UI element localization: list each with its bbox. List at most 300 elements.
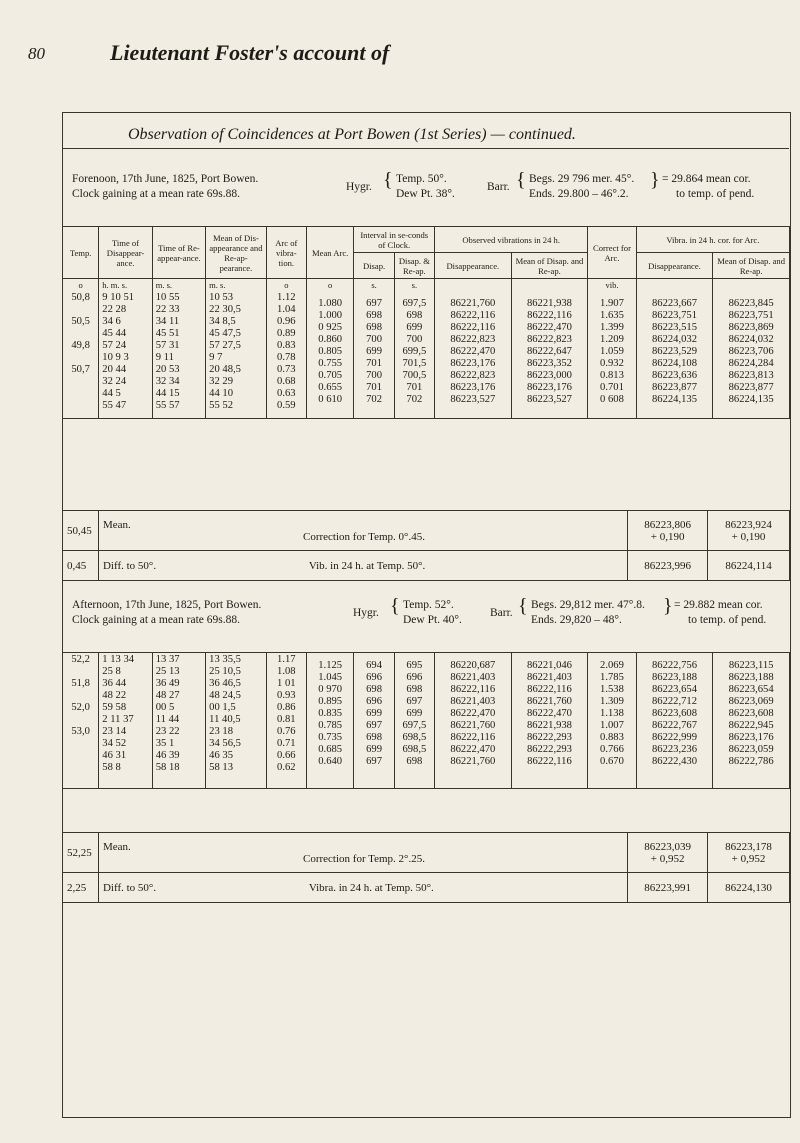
list-item: 13 37 <box>155 654 180 665</box>
list-item: 32 29 <box>209 376 234 387</box>
list-item: 48 27 <box>155 690 180 701</box>
list-item: 86224,284 <box>728 358 774 369</box>
vc-mean-cell <box>713 279 790 419</box>
unit-label: o <box>284 280 289 290</box>
list-item: 10 55 <box>155 292 180 303</box>
list-item: 23 18 <box>209 726 234 737</box>
vib-label: Vib. in 24 h. at Temp. 50°. <box>308 559 426 572</box>
list-item: 34 56,5 <box>209 738 241 749</box>
correction-label: Correction for Temp. 2°.25. <box>302 852 425 865</box>
list-item: 50,5 <box>71 316 90 327</box>
title-divider <box>62 148 789 149</box>
list-item: 86222,823 <box>450 370 496 381</box>
list-item: 86223,069 <box>728 696 774 707</box>
list-item: 86223,636 <box>651 370 697 381</box>
list-item: 35 1 <box>155 738 175 749</box>
list-item: 86223,654 <box>651 684 697 695</box>
list-item: 86221,760 <box>450 756 496 767</box>
list-item: 86222,116 <box>450 310 496 321</box>
list-item: 34 8,5 <box>209 316 236 327</box>
list-item: 86223,667 <box>651 298 697 309</box>
mean-label: Mean. <box>102 518 131 531</box>
list-item: 0.670 <box>600 756 624 767</box>
afternoon-summary <box>62 832 790 903</box>
list-item: 701 <box>366 358 382 369</box>
list-item: 20 44 <box>102 364 127 375</box>
list-item: 86223,706 <box>728 346 774 357</box>
list-item: 698,5 <box>402 744 427 755</box>
list-item: 86221,760 <box>526 696 572 707</box>
list-item: 699 <box>366 346 382 357</box>
mean-dr-cell <box>206 653 266 789</box>
list-item: 697 <box>406 696 423 707</box>
value: 86223,178 <box>725 840 772 853</box>
list-item: 86222,712 <box>651 696 697 707</box>
int-disap-cell <box>354 653 394 789</box>
mean-disap <box>628 511 708 551</box>
list-item: 86222,116 <box>527 756 572 767</box>
list-item: 86222,647 <box>526 346 572 357</box>
unit-label: m. s. <box>209 280 226 290</box>
diff-val: 0,45 <box>63 551 99 581</box>
list-item: 0 610 <box>318 394 343 405</box>
afternoon-hygr: Hygr. <box>353 607 379 619</box>
forenoon-mean-cor: = 29.864 mean cor. <box>662 173 751 185</box>
list-item: 1.209 <box>600 334 624 345</box>
col-observed: Observed vibrations in 24 h. <box>435 227 588 253</box>
list-item: 23 22 <box>155 726 180 737</box>
list-item: 2 11 37 <box>102 714 134 725</box>
list-item: 1.045 <box>318 672 343 683</box>
summary-labels <box>98 511 627 551</box>
page-number: 80 <box>28 44 45 63</box>
mean-mean <box>708 833 790 873</box>
afternoon-to-temp: to temp. of pend. <box>688 614 767 626</box>
list-item <box>66 665 95 677</box>
col-vibra-cor: Vibra. in 24 h. cor. for Arc. <box>636 227 789 253</box>
unit-label: vib. <box>605 280 619 290</box>
value: + 0,952 <box>650 852 685 865</box>
list-item: 0.932 <box>600 358 624 369</box>
list-item: 86222,293 <box>526 732 572 743</box>
list-item: 0.76 <box>277 726 296 737</box>
list-item <box>66 351 95 363</box>
list-item: 1.04 <box>277 304 296 315</box>
list-item: 86223,188 <box>728 672 774 683</box>
list-item: 0.735 <box>318 732 343 743</box>
list-item: 86223,877 <box>651 382 697 393</box>
list-item: 50,7 <box>71 364 90 375</box>
list-item: 58 18 <box>155 762 180 773</box>
afternoon-bar <box>531 598 645 628</box>
list-item: 86222,430 <box>651 756 697 767</box>
list-item: 699 <box>406 708 423 719</box>
list-item: 86222,470 <box>450 708 496 719</box>
vib-mean: 86224,130 <box>708 873 790 903</box>
list-item: 86224,108 <box>651 358 697 369</box>
forenoon-temps <box>396 172 455 202</box>
vib-disap: 86223,996 <box>628 551 708 581</box>
col-vc-disap: Disappearance. <box>636 253 713 279</box>
list-item: 86223,654 <box>728 684 774 695</box>
arc-cell <box>266 653 306 789</box>
afternoon-line2: Clock gaining at a mean rate 69s.88. <box>72 614 240 626</box>
list-item: 86222,116 <box>450 322 496 333</box>
list-item: 20 53 <box>155 364 180 375</box>
list-item: 86222,767 <box>651 720 697 731</box>
forenoon-hygr: Hygr. <box>346 181 372 193</box>
list-item: 45 44 <box>102 328 127 339</box>
list-item: 1.635 <box>600 310 624 321</box>
list-item: 0.62 <box>277 762 296 773</box>
list-item: 0.63 <box>277 388 296 399</box>
list-item: 697,5 <box>402 720 427 731</box>
list-item: 86224,032 <box>651 334 697 345</box>
disappear-cell <box>99 279 152 419</box>
list-item: 0.883 <box>600 732 624 743</box>
list-item: 86221,938 <box>526 720 572 731</box>
list-item: 52,0 <box>71 702 90 713</box>
mean-temp: 50,45 <box>63 511 99 551</box>
forenoon-to-temp: to temp. of pend. <box>676 188 755 200</box>
list-item: 32 24 <box>102 376 127 387</box>
list-item: 86222,823 <box>526 334 572 345</box>
list-item: 55 57 <box>155 400 180 411</box>
list-item: 86223,877 <box>728 382 774 393</box>
mean-arc-cell <box>306 653 353 789</box>
list-item: 694 <box>366 660 382 671</box>
forenoon-dew: Dew Pt. 38°. <box>396 188 455 200</box>
list-item: 44 5 <box>102 388 121 399</box>
list-item: 23 14 <box>102 726 127 737</box>
list-item: 0.78 <box>277 352 296 363</box>
afternoon-temp: Temp. 52°. <box>403 599 454 611</box>
list-item: 86223,236 <box>651 744 697 755</box>
list-item: 0.59 <box>277 400 296 411</box>
list-item: 36 46,5 <box>209 678 241 689</box>
vib-mean: 86224,114 <box>708 551 790 581</box>
list-item: 86224,032 <box>728 334 774 345</box>
list-item: 86223,608 <box>651 708 697 719</box>
list-item: 0.755 <box>318 358 343 369</box>
list-item: 86223,115 <box>728 660 774 671</box>
afternoon-ends: Ends. 29,820 – 48°. <box>531 614 622 626</box>
col-temp: Temp. <box>63 227 99 279</box>
list-item: 34 6 <box>102 316 121 327</box>
list-item: 36 49 <box>155 678 180 689</box>
mean-arc-cell <box>306 279 353 419</box>
unit-label <box>438 279 508 291</box>
forenoon-barr: Barr. <box>487 181 510 193</box>
list-item: 0.766 <box>600 744 624 755</box>
list-item: 57 24 <box>102 340 127 351</box>
col-mean-dis-re: Mean of Dis-appearance and Re-ap-pearance. <box>206 227 266 279</box>
summary-labels <box>98 833 627 873</box>
list-item: 0.895 <box>318 696 343 707</box>
list-item: 86222,116 <box>450 684 496 695</box>
list-item: 9 7 <box>209 352 223 363</box>
vc-disap-cell <box>636 279 713 419</box>
list-item: 22 33 <box>155 304 180 315</box>
list-item: 86222,116 <box>527 310 572 321</box>
list-item: 697 <box>366 720 382 731</box>
list-item: 2.069 <box>600 660 624 671</box>
list-item: 86222,823 <box>450 334 496 345</box>
col-obs-mean: Mean of Disap. and Re-ap. <box>511 253 588 279</box>
list-item: 697 <box>366 298 382 309</box>
list-item: 86223,176 <box>526 382 572 393</box>
correct-cell <box>588 279 636 419</box>
list-item: 32 34 <box>155 376 180 387</box>
list-item: 86222,756 <box>651 660 697 671</box>
value: + 0,952 <box>731 852 766 865</box>
forenoon-table <box>62 226 790 419</box>
list-item: 36 44 <box>102 678 127 689</box>
col-int-disap-re: Disap. & Re-ap. <box>394 253 434 279</box>
list-item: 86223,527 <box>526 394 572 405</box>
afternoon-barr: Barr. <box>490 607 513 619</box>
list-item: 86222,470 <box>450 744 496 755</box>
col-time-reappear: Time of Re-appear-ance. <box>152 227 205 279</box>
value: + 0,190 <box>731 530 766 543</box>
list-item: 0 608 <box>600 394 624 405</box>
list-item: 698 <box>366 732 382 743</box>
list-item <box>66 689 95 701</box>
correct-cell <box>588 653 636 789</box>
list-item: 86223,608 <box>728 708 774 719</box>
list-item: 10 53 <box>209 292 234 303</box>
list-item <box>66 713 95 725</box>
forenoon-begs: Begs. 29 796 mer. 45°. <box>529 173 635 185</box>
list-item: 48 22 <box>102 690 127 701</box>
list-item: 9 10 51 <box>102 292 135 303</box>
forenoon-bar <box>529 172 634 202</box>
list-item: 86222,116 <box>527 684 572 695</box>
list-item: 86222,470 <box>526 708 572 719</box>
brace-left-icon: { <box>383 169 393 191</box>
list-item: 699 <box>366 744 382 755</box>
list-item: 58 13 <box>209 762 234 773</box>
list-item: 696 <box>406 672 423 683</box>
col-vc-mean: Mean of Disap. and Re-ap. <box>713 253 790 279</box>
list-item: 53,0 <box>71 726 90 737</box>
temp-cell <box>63 653 99 789</box>
list-item: 86223,751 <box>651 310 697 321</box>
list-item: 0.68 <box>277 376 296 387</box>
list-item: 86221,760 <box>450 298 496 309</box>
list-item: 698 <box>366 684 382 695</box>
list-item: 0.785 <box>318 720 343 731</box>
list-item: 701 <box>366 382 382 393</box>
list-item: 44 10 <box>209 388 234 399</box>
list-item: 86223,515 <box>651 322 697 333</box>
list-item: 86223,869 <box>728 322 774 333</box>
list-item: 25 8 <box>102 666 121 677</box>
mean-disap <box>628 833 708 873</box>
list-item: 86223,176 <box>728 732 774 743</box>
col-mean-arc: Mean Arc. <box>306 227 353 279</box>
list-item: 86222,945 <box>728 720 774 731</box>
mean-label: Mean. <box>102 840 131 853</box>
list-item: 0.89 <box>277 328 296 339</box>
list-item: 700,5 <box>402 370 427 381</box>
list-item <box>66 737 95 749</box>
list-item: 0.71 <box>277 738 296 749</box>
list-item <box>66 303 95 315</box>
list-item: 13 35,5 <box>209 654 241 665</box>
list-item: 699 <box>366 708 382 719</box>
list-item: 34 52 <box>102 738 127 749</box>
list-item: 701,5 <box>402 358 427 369</box>
list-item: 86223,188 <box>651 672 697 683</box>
list-item: 698 <box>366 322 382 333</box>
list-item: 1.17 <box>277 654 296 665</box>
list-item: 25 13 <box>155 666 180 677</box>
list-item: 1.138 <box>600 708 624 719</box>
list-item <box>66 375 95 387</box>
unit-label: s. <box>371 280 377 290</box>
list-item: 1.007 <box>600 720 624 731</box>
list-item: 10 9 3 <box>102 352 129 363</box>
unit-label: o <box>78 280 83 290</box>
list-item: 58 8 <box>102 762 121 773</box>
afternoon-begs: Begs. 29,812 mer. 47°.8. <box>531 599 645 611</box>
unit-label <box>515 279 585 291</box>
forenoon-temp: Temp. 50°. <box>396 173 447 185</box>
list-item: 86223,176 <box>450 358 496 369</box>
list-item: 86223,000 <box>526 370 572 381</box>
list-item: 9 11 <box>155 352 174 363</box>
mean-dr-cell <box>206 279 266 419</box>
afternoon-mean <box>674 598 766 628</box>
list-item: 0.66 <box>277 750 296 761</box>
list-item: 0.705 <box>318 370 343 381</box>
list-item: 51,8 <box>71 678 90 689</box>
list-item: 86223,527 <box>450 394 496 405</box>
list-item: 0.701 <box>600 382 624 393</box>
list-item: 1.12 <box>277 292 296 303</box>
list-item: 57 27,5 <box>209 340 241 351</box>
list-item: 22 28 <box>102 304 127 315</box>
list-item: 86223,529 <box>651 346 697 357</box>
list-item: 86222,470 <box>526 322 572 333</box>
list-item: 700 <box>366 370 382 381</box>
list-item: 698 <box>406 310 423 321</box>
list-item: 86223,352 <box>526 358 572 369</box>
list-item: 0.813 <box>600 370 624 381</box>
reappear-cell <box>152 279 205 419</box>
list-item: 696 <box>366 672 382 683</box>
unit-label <box>716 279 786 291</box>
list-item: 86222,116 <box>450 732 496 743</box>
list-item: 702 <box>406 394 423 405</box>
forenoon-ends: Ends. 29.800 – 46°.2. <box>529 188 629 200</box>
disappear-cell <box>99 653 152 789</box>
list-item: 0.860 <box>318 334 343 345</box>
list-item: 0.96 <box>277 316 296 327</box>
list-item: 46 31 <box>102 750 127 761</box>
value: 86223,039 <box>644 840 691 853</box>
list-item: 0.83 <box>277 340 296 351</box>
list-item: 0 925 <box>318 322 343 333</box>
list-item: 86222,999 <box>651 732 697 743</box>
brace-left-icon: { <box>390 595 400 617</box>
list-item: 22 30,5 <box>209 304 241 315</box>
list-item: 11 44 <box>155 714 180 725</box>
list-item: 55 52 <box>209 400 234 411</box>
list-item: 86224,135 <box>728 394 774 405</box>
diff-val: 2,25 <box>63 873 99 903</box>
list-item: 1.08 <box>277 666 296 677</box>
list-item: 0.835 <box>318 708 343 719</box>
list-item: 1.785 <box>600 672 624 683</box>
obs-disap-cell <box>435 653 512 789</box>
diff-row <box>98 551 627 581</box>
list-item: 699,5 <box>402 346 427 357</box>
list-item: 1 13 34 <box>102 654 135 665</box>
list-item: 86223,059 <box>728 744 774 755</box>
list-item <box>66 327 95 339</box>
list-item: 697,5 <box>402 298 427 309</box>
list-item: 86221,403 <box>450 672 496 683</box>
reappear-cell <box>152 653 205 789</box>
int-disap-cell <box>354 279 394 419</box>
afternoon-info <box>72 598 261 628</box>
list-item: 20 48,5 <box>209 364 241 375</box>
diff-label: Diff. to 50°. <box>102 881 157 894</box>
forenoon-mean <box>662 172 754 202</box>
brace-left-icon: { <box>516 169 526 191</box>
list-item: 1 01 <box>277 678 296 689</box>
list-item: 1.080 <box>318 298 343 309</box>
forenoon-line1: Forenoon, 17th June, 1825, Port Bowen. <box>72 173 259 185</box>
correction-label: Correction for Temp. 0°.45. <box>302 530 425 543</box>
vib-disap: 86223,991 <box>628 873 708 903</box>
list-item: 695 <box>406 660 423 671</box>
list-item: 701 <box>406 382 423 393</box>
list-item: 86221,403 <box>526 672 572 683</box>
list-item: 55 47 <box>102 400 127 411</box>
obs-mean-cell <box>511 653 588 789</box>
value: 86223,924 <box>725 518 772 531</box>
list-item: 1.125 <box>318 660 343 671</box>
unit-label: h. m. s. <box>102 280 128 290</box>
forenoon-summary <box>62 510 790 581</box>
col-time-disappear: Time of Disappear-ance. <box>99 227 152 279</box>
list-item: 44 15 <box>155 388 180 399</box>
list-item: 699 <box>406 322 423 333</box>
forenoon-line2: Clock gaining at a mean rate 69s.88. <box>72 188 240 200</box>
list-item: 59 58 <box>102 702 127 713</box>
afternoon-temps <box>403 598 462 628</box>
list-item: 57 31 <box>155 340 180 351</box>
afternoon-dew: Dew Pt. 40°. <box>403 614 462 626</box>
vc-disap-cell <box>636 653 713 789</box>
unit-label: m. s. <box>155 280 173 290</box>
value: 86223,806 <box>644 518 691 531</box>
list-item: 1.538 <box>600 684 624 695</box>
diff-row <box>98 873 627 903</box>
temp-cell <box>63 279 99 419</box>
list-item: 45 51 <box>155 328 180 339</box>
list-item: 86223,176 <box>450 382 496 393</box>
table-row <box>63 653 790 789</box>
unit-label <box>640 279 710 291</box>
col-int-disap: Disap. <box>354 253 394 279</box>
obs-mean-cell <box>511 279 588 419</box>
list-item: 0.640 <box>318 756 343 767</box>
list-item: 1.399 <box>600 322 624 333</box>
